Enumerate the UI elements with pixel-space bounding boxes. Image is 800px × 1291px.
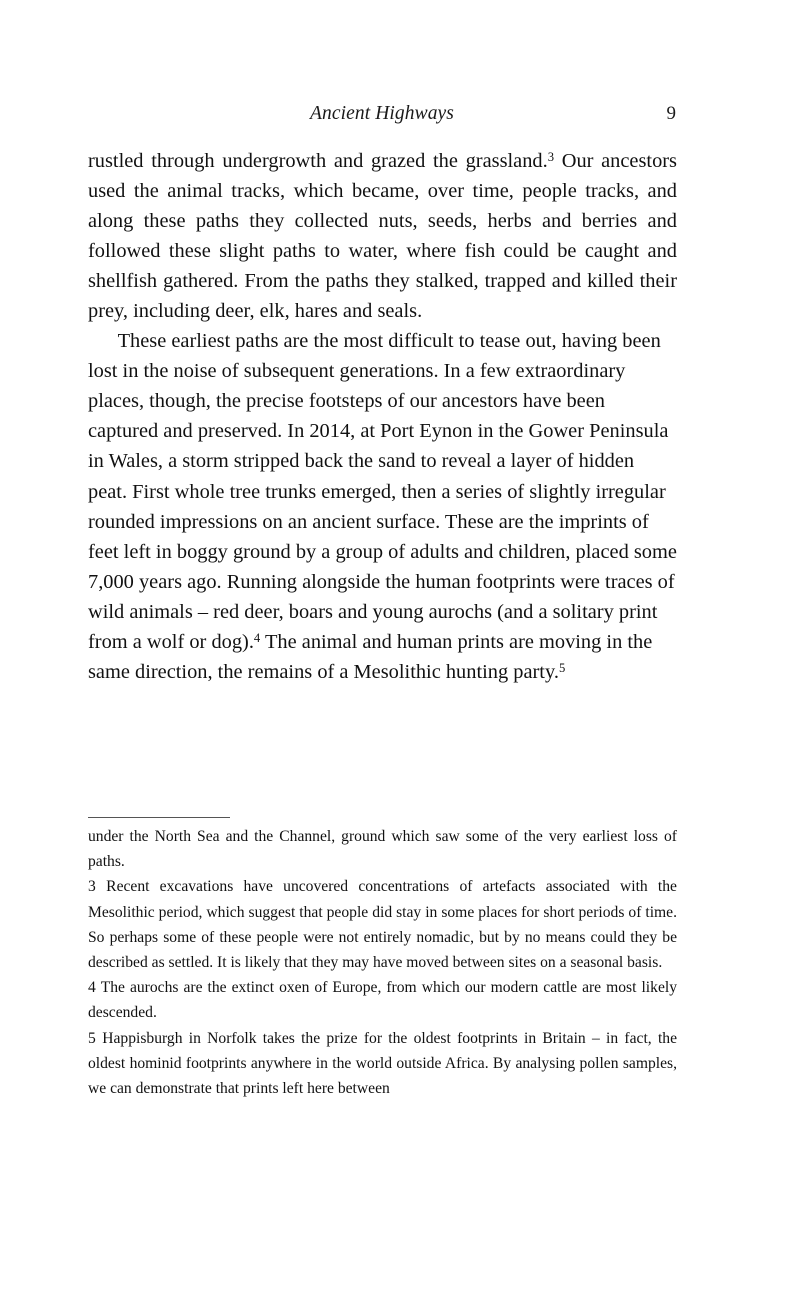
running-head <box>88 99 676 129</box>
paragraph-text-lead: These earliest paths are the most difficult to tease out, having been lost in the noise of subsequent generations. In a few extraordinary places, though, the precise footsteps of our ancestors have been captured and preserved. In 2014, at Port Eynon in the Gower Peninsula in Wales, a storm stripped back the sand to reveal a layer of hidden peat. First whole tree trunks emerged, then a series of slightly irregular rounded impressions on an ancient surface. These are the imprints of feet left in boggy ground by a group of adults and children, placed some 7,000 years ago. Running alongside the human footprints were traces of wild animals – red deer, boars and young aurochs (and a solitary print from a wolf or dog). <box>88 330 677 653</box>
body-text <box>88 146 677 687</box>
footnote-reference-4[interactable]: 4 <box>253 630 261 645</box>
page-number: 9 <box>666 103 676 124</box>
paragraph-text-lead: rustled through undergrowth and grazed the grassland. <box>88 150 548 172</box>
footnote-reference-5[interactable]: 5 <box>558 660 566 675</box>
footnote-number: 5 <box>88 1029 96 1047</box>
footnote-number: 4 <box>88 979 96 997</box>
footnote-text: Recent excavations have uncovered concentrations of artefacts associated with the Mesolithic period, which suggest that people did stay in some places for short periods of time. So perhaps some of these people were not entirely nomadic, but by no means could they be described as settled. It is likely that they may have moved between sites on a seasonal basis. <box>88 878 677 972</box>
footnote-2-continued <box>88 824 677 874</box>
paragraph-earliest-paths <box>88 326 677 687</box>
footnote-text: under the North Sea and the Channel, ground which saw some of the very earliest loss of paths. <box>88 828 677 871</box>
footnote-separator-rule <box>88 817 230 818</box>
footnote-number: 3 <box>88 878 96 896</box>
footnote-4 <box>88 975 677 1025</box>
footnote-text: The aurochs are the extinct oxen of Europe, from which our modern cattle are most likely descended. <box>88 979 677 1022</box>
paragraph-continued <box>88 146 677 326</box>
footnote-5 <box>88 1026 677 1102</box>
footnote-3 <box>88 874 677 975</box>
footnote-block <box>88 824 677 1101</box>
running-head-title: Ancient Highways <box>309 103 455 124</box>
paragraph-text-tail: The animal and human prints are moving in the same direction, the remains of a Mesolithic hunting party. <box>88 630 653 683</box>
footnote-reference-3[interactable]: 3 <box>547 149 555 164</box>
paragraph-text-tail: Our ancestors used the animal tracks, which became, over time, people tracks, and along these paths they collected nuts, seeds, herbs and berries and followed these slight paths to water, where fish could be caught and shellfish gathered. From the paths they stalked, trapped and killed their prey, including deer, elk, hares and seals. <box>88 150 677 323</box>
footnote-text: Happisburgh in Norfolk takes the prize for the oldest footprints in Britain – in fact, the oldest hominid footprints anywhere in the world outside Africa. By analysing pollen samples, we can demonstrate that prints left here between <box>88 1029 677 1098</box>
